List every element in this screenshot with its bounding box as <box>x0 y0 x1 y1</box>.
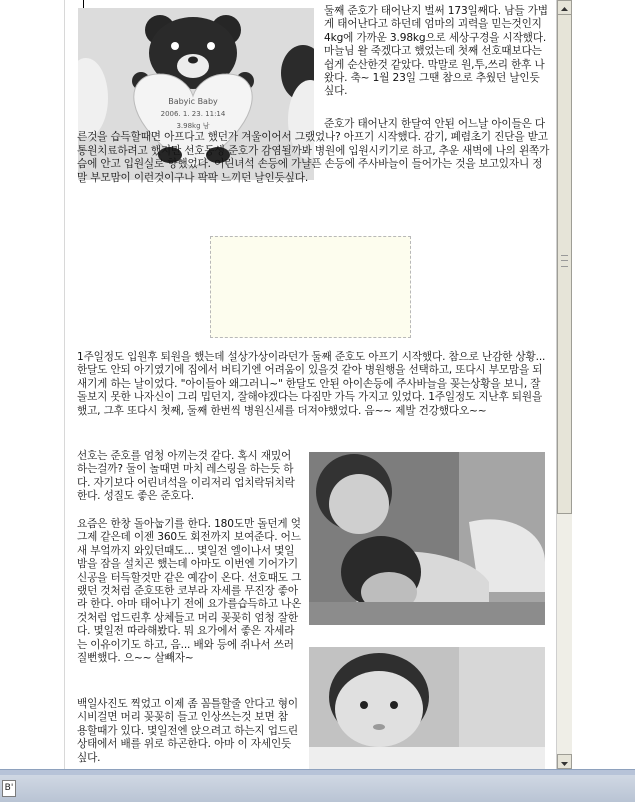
status-bar <box>0 769 635 802</box>
baby-illustration <box>309 647 545 769</box>
heart-label-date: 2006. 1. 23. 11:14 <box>160 110 226 118</box>
status-bar-button[interactable]: B' <box>2 780 16 797</box>
left-margin <box>0 0 64 769</box>
paragraph-second-hospital: 1주일정도 입원후 퇴원을 했는데 설상가상이라던가 둘째 준호도 아프기 시작했다. 참으로 난감한 상황... 한달도 안되 아기였기에 집에서 버티기엔 어려움이 있을것 같아 병원행을 선택하고, 또다시 부모맘을 되새기게 하는 날이었다. "아이들아 왜그러니~" 한달도 안된 아이손등에 주사바늘을 꽂는상황을 보니, 잘 돌보지 못한 나자신이 그리 밉던지, 잘해야겠다는 다짐만 가득 가지고 있었다. 1주일정도 지난후 퇴원을 했고, 그후 또다시 첫째, 둘째 한번씩 병원신세를 더져야했었다. 음~~ 제발 건강했다오~~ <box>77 351 546 417</box>
scroll-grip-icon <box>561 255 568 267</box>
heart-label-weight: 3.98kg 남 <box>176 122 210 130</box>
paragraph-brothers: 선호는 준호를 엄청 아끼는것 같다. 혹시 재밌어 하는걸까? 둘이 놀때면 마치 레스링을 하는듯 하다. 자기보다 어린녀석을 이리저리 업치락뒤치락 한다. 성질도 좋은 준호다. <box>77 450 295 503</box>
scroll-thumb[interactable] <box>557 14 572 514</box>
embedded-media-placeholder[interactable] <box>210 236 411 338</box>
brothers-illustration <box>309 452 545 625</box>
brothers-photo <box>309 452 545 625</box>
paragraph-photo: 백일사진도 찍었고 이제 좀 꼼틀할줄 안다고 형이 시비걸면 머리 꽂꽂히 들고 인상쓰는것 보면 참 용할때가 있다. 몇일전엔 앉으려고 하는지 업드린상태에서 배를 위로 하곤한다. 아마 이 자세인듯 싶다. <box>77 698 298 764</box>
scroll-up-button[interactable] <box>557 0 572 15</box>
baby-photo <box>309 647 545 769</box>
paragraph-rolling: 요즘은 한창 돌아눕기를 한다. 180도만 돌던게 엊그제 같은데 이젠 360도 회전까지 보여준다. 어느새 부엌까지 와있던때도... 몇일전 엘이나서 몇일밤을 잠을 설치곤 했는데 아마도 이번엔 기어가기 신공을 터득할것만 같은 예감이 온다. 선호때도 그랬던 것처럼 준호또한 코부라 자세를 무진장 좋아라 한다. 아마 태어나기 전에 요가를습득하고 나온것처럼 업드린후 상체들고 머리 꽂꽂히 엄청 잘한다. 몇일전 따라해봤다. 뭐 요가에서 좋은 자세라는 이유이기도 하고, 음... 배와 등에 쥐나서 쓰러질뻔했다. 으~~ 살빼자~ <box>77 518 302 665</box>
heart-label-name: Babyic Baby <box>168 97 218 106</box>
paragraph-hospital: 준호가 태어난지 한달여 안된 어느날 아이들은 다른것을 습득할때면 아프다고 했던가 겨울이어서 그랬었나? 아프기 시작했다. 감기, 폐렴초기 진단을 받고 통원치료하려고 했지만 선호동생 준호가 감염될까봐 병원에 입원시키기로 하고, 추운 새벽에 나의 왼쪽가슴에 안고 입원실로 향했었다. 어린녀석 손등에 가냘픈 손등에 주사바늘이 들어가는 것을 보고있자니 정말 부모맘이 이런것이구나 팍팍 느끼던 날인듯싶다. <box>77 118 550 184</box>
right-margin <box>572 0 635 769</box>
paragraph-birth: 둘째 준호가 태어난지 벌써 173일째다. 남들 가볍게 태어난다고 하던데 엄마의 괴력을 믿는것인지 4kg에 가까운 3.98kg으로 세상구경을 시작했다. 마늘님 왈 죽겠다고 했었는데 첫째 선호때보다는 쉽게 순산한것 같았다. 막말로 원,투,쓰리 한후 나왔다. 축~ 1월 23일 그땐 참으로 추웠던 날인듯 싶다. <box>324 5 548 98</box>
scroll-down-button[interactable] <box>557 754 572 769</box>
vertical-scrollbar[interactable] <box>556 0 572 769</box>
blog-post-content <box>64 0 557 769</box>
